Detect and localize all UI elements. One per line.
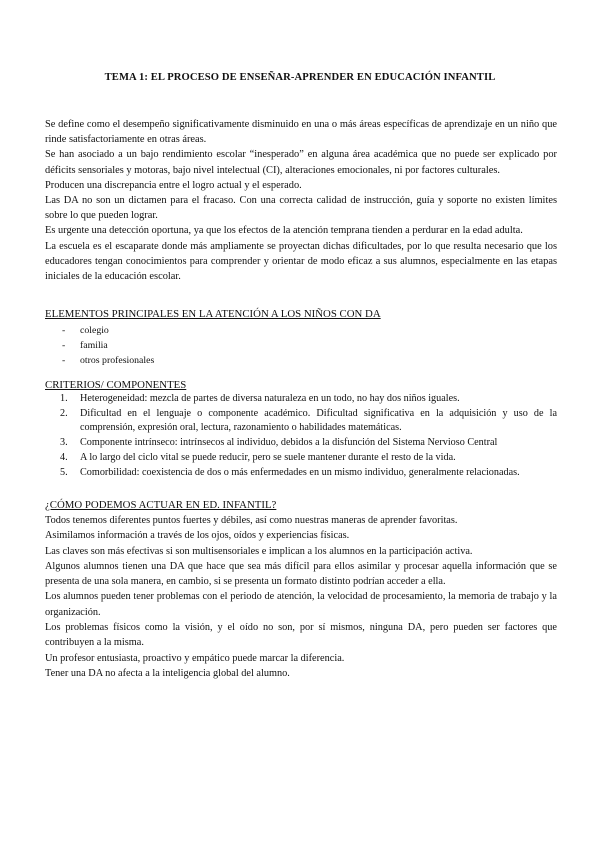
intro-section (45, 117, 557, 284)
list-item (45, 451, 557, 466)
list-item (45, 353, 557, 368)
actions-text (45, 513, 557, 681)
section-heading: CRITERIOS/ COMPONENTES (45, 379, 187, 391)
intro-paragraph: La escuela es el escaparate donde más ampliamente se proyectan dichas dificultades, por lo que resulta necesario que los educadores tengan conocimientos para comprender y orientar de modo eficaz a sus alumnos, especialmente en las etapas iniciales de la educación escolar. (45, 240, 557, 283)
text-line: Las claves son más efectivas si son multisensoriales e implican a los alumnos en la participación activa. (45, 545, 473, 557)
list-item (45, 466, 557, 481)
text-line: Los alumnos pueden tener problemas con el periodo de atención, la velocidad de procesamiento, la memoria de trabajo y la organización. (45, 591, 557, 618)
bullet-dash: - (62, 355, 66, 366)
text-line: Asimilamos información a través de los ojos, oídos y experiencias físicas. (45, 530, 350, 542)
intro-paragraph: Se han asociado a un bajo rendimiento escolar “inesperado” en alguna área académica que no puede ser explicado por déficits sensoriales y motoras, bajo nivel intelectual (CI), alteraciones emocionales, ni por factores culturales. (45, 149, 557, 176)
text-line: Algunos alumnos tienen una DA que hace que sea más difícil para ellos asimilar y procesar aquella información que se presenta de una sola manera, en cambio, si se presenta un formato distinto podrían acceder a ella. (45, 560, 557, 588)
text-line: Los problemas físicos como la visión, y el oído no son, por sí mismos, ninguna DA, pero pueden ser factores que contribuyen a la misma. (45, 622, 557, 649)
intro-paragraph: Producen una discrepancia entre el logro actual y el esperado. (45, 179, 302, 191)
list-item-text: otros profesionales (80, 355, 155, 366)
list-item (45, 436, 557, 451)
item-number: 2. (60, 407, 68, 419)
list-item-text: colegio (80, 325, 109, 336)
item-number: 3. (60, 437, 68, 449)
list-item-text: familia (80, 340, 108, 351)
list-item (45, 407, 557, 436)
actions-section (45, 499, 557, 681)
intro-paragraph: Las DA no son un dictamen para el fracaso. Con una correcta calidad de instrucción, guía y soporte no existen límites sobre lo que pueden lograr. (45, 195, 557, 222)
intro-paragraph: Es urgente una detección oportuna, ya que los efectos de la atención temprana tienden a perdurar en la edad adulta. (45, 225, 523, 237)
criteria-section (45, 379, 557, 480)
text-line: Todos tenemos diferentes puntos fuertes y débiles, así como nuestras maneras de aprender favoritas. (45, 515, 458, 526)
page-title: TEMA 1: EL PROCESO DE ENSEÑAR-APRENDER EN EDUCACIÓN INFANTIL (104, 72, 496, 83)
item-number: 5. (60, 466, 68, 478)
text-line: Un profesor entusiasta, proactivo y empático puede marcar la diferencia. (45, 652, 345, 664)
list-item-text: A lo largo del ciclo vital se puede reducir, pero se suele mantener durante el resto de la vida. (80, 451, 456, 463)
elements-list (45, 323, 557, 368)
list-item (45, 338, 557, 353)
list-item-text: Comorbilidad: coexistencia de dos o más enfermedades en un mismo individuo, generalmente relacionadas. (80, 466, 520, 478)
list-item-text: Dificultad en el lenguaje o componente académico. Dificultad significativa en la adquisición y uso de la comprensión, expresión oral, lectura, razonamiento o habilidades matemáticas. (80, 407, 557, 434)
item-number: 4. (60, 451, 68, 463)
list-item-text: Componente intrínseco: intrínsecos al individuo, debidos a la disfunción del Sistema Nervioso Central (80, 437, 498, 449)
elements-section (45, 308, 557, 368)
text-line: Tener una DA no afecta a la inteligencia global del alumno. (45, 667, 290, 679)
item-number: 1. (60, 393, 68, 404)
list-item-text: Heterogeneidad: mezcla de partes de diversa naturaleza en un todo, no hay dos niños iguales. (80, 393, 460, 404)
intro-paragraph: Se define como el desempeño significativamente disminuido en una o más áreas específicas de aprendizaje en un niño que rinde satisfactoriamente en otras áreas. (45, 119, 557, 146)
section-heading: ELEMENTOS PRINCIPALES EN LA ATENCIÓN A LOS NIÑOS CON DA (45, 308, 381, 320)
bullet-dash: - (62, 340, 66, 351)
criteria-list (45, 392, 557, 480)
list-item (45, 392, 557, 407)
bullet-dash: - (62, 325, 66, 336)
section-heading: ¿CÓMO PODEMOS ACTUAR EN ED. INFANTIL? (45, 499, 277, 511)
list-item (45, 323, 557, 338)
